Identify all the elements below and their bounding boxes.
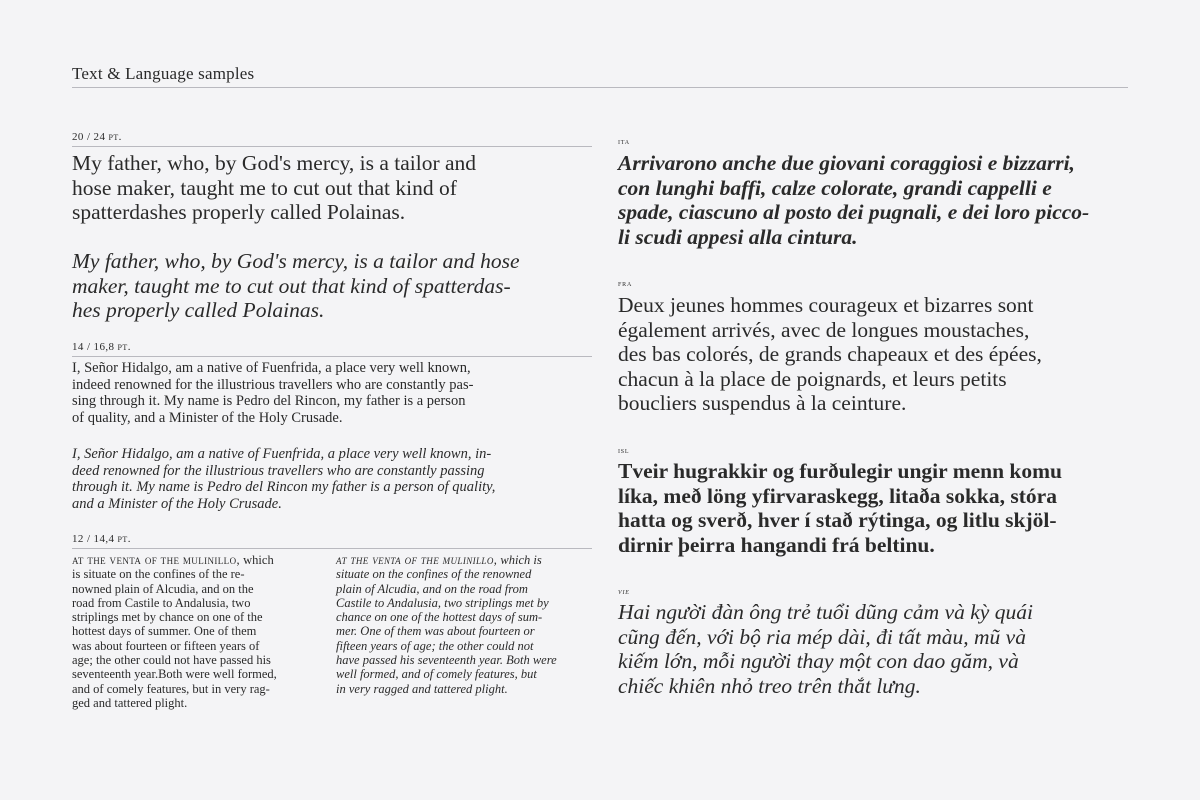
- sample-12-roman-lead: at the venta of the mulinillo,: [72, 553, 241, 567]
- lang-label-isl: isl: [618, 445, 630, 455]
- sample-20-italic: My father, who, by God's mercy, is a tailor and hose maker, taught me to cut out that kind of spatterdas- hes properly called Polainas.: [72, 249, 520, 322]
- lang-label-fra: fra: [618, 278, 633, 288]
- size-label-20: 20 / 24 pt.: [72, 131, 122, 143]
- page-title: Text & Language samples: [72, 64, 255, 83]
- lang-text-isl: Tveir hugrakkir og furðulegir ungir menn komu líka, með löng yfirvaraskegg, litaða sokka, stóra hatta og sverð, hver í stað rýtinga, og litlu skjöl- dirnir þeirra hangandi frá beltinu.: [618, 459, 1063, 557]
- sample-12-italic-lead: at the venta of the mulinillo,: [336, 553, 498, 567]
- size-label-14: 14 / 16,8 pt.: [72, 341, 131, 353]
- sample-20-roman: My father, who, by God's mercy, is a tailor and hose maker, taught me to cut out that kind of spatterdashes properly called Polainas.: [72, 151, 477, 224]
- size-rule-12: [72, 548, 592, 549]
- sample-12-italic: at the venta of the mulinillo, which is situate on the confines of the renowned plain of Alcudia, and on the road from Castile to Andalusia, two striplings met by chance on one of the hottest days of sum- mer. One of them was about fourteen or fifteen years of age; the other could not have passed his seventeenth year. Both were well formed, and of comely features, but in very ragged and tattered plight.: [336, 553, 557, 696]
- lang-text-vie: Hai người đàn ông trẻ tuổi dũng cảm và kỳ quái cũng đến, với bộ ria mép dài, đi tất màu, mũ và kiếm lớn, mỗi người thay một con dao găm, và chiếc khiên nhỏ treo trên thắt lưng.: [618, 600, 1033, 698]
- lang-label-ita: ita: [618, 136, 630, 146]
- lang-text-ita: Arrivarono anche due giovani coraggiosi e bizzarri, con lunghi baffi, calze colorate, grandi cappelli e spade, ciascuno al posto dei pugnali, e dei loro picco- li scudi appesi alla cintura.: [618, 151, 1090, 249]
- size-rule-14: [72, 356, 592, 357]
- lang-text-fra: Deux jeunes hommes courageux et bizarres sont également arrivés, avec de longues moustaches, des bas colorés, de grands chapeaux et des épées, chacun à la place de poignards, et leurs petits boucliers suspendus à la ceinture.: [618, 293, 1042, 415]
- size-rule-20: [72, 146, 592, 147]
- lang-label-vie: vie: [618, 586, 630, 596]
- sample-12-roman: at the venta of the mulinillo, which is situate on the confines of the re- nowned plain of Alcudia, and on the road from Castile to Andalusia, two striplings met by chance on one of the hottest days of summer. One of them was about fourteen or fifteen years of age; the other could not have passed his seventeenth year.Both were well formed, and of comely features, but in very rag- ged and tattered plight.: [72, 553, 277, 710]
- sample-14-italic: I, Señor Hidalgo, am a native of Fuenfrida, a place very well known, in- deed renowned for the illustrious travellers who are constantly passing through it. My name is Pedro del Rincon my father is a person of quality, and a Minister of the Holy Crusade.: [72, 446, 496, 513]
- sample-14-roman: I, Señor Hidalgo, am a native of Fuenfrida, a place very well known, indeed renowned for the illustrious travellers who are constantly pas- sing through it. My name is Pedro del Rincon, my father is a person of quality, and a Minister of the Holy Crusade.: [72, 360, 474, 427]
- title-divider: [72, 87, 1128, 88]
- size-label-12: 12 / 14,4 pt.: [72, 533, 131, 545]
